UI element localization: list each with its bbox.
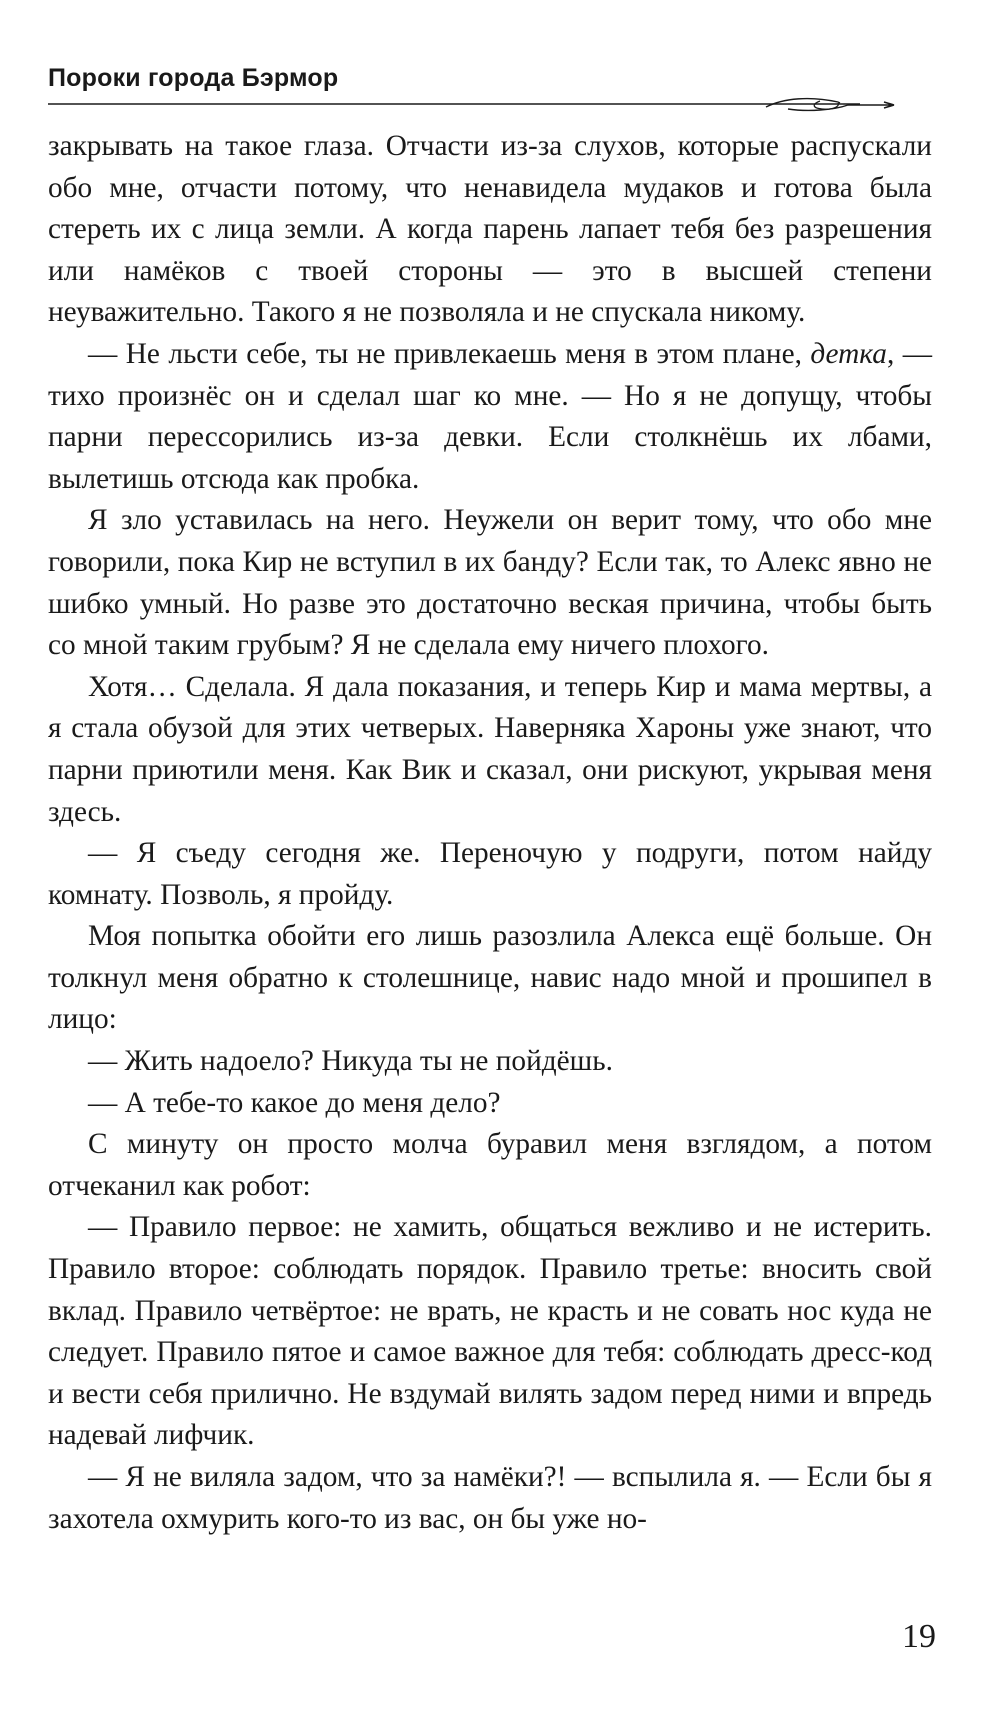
- paragraph: — Жить надоело? Никуда ты не пойдёшь.: [88, 1045, 613, 1078]
- paragraph: С минуту он просто молча буравил меня взглядом, а потом отчеканил как робот:: [48, 1128, 932, 1202]
- paragraph-text: — Не льсти себе, ты не привлекаешь меня в этом плане,: [88, 337, 811, 370]
- paragraph: — Я не виляла задом, что за намёки?! — вспылила я. — Если бы я захотела охмурить кого-то из вас, он бы уже но-: [48, 1461, 932, 1535]
- paragraph-dialogue: [48, 334, 932, 500]
- paragraph-continuation: закрывать на такое глаза. Отчасти из-за слухов, которые распускали обо мне, отчасти потому, что ненавидела мудаков и готова была стереть их с лица земли. А когда парень лапает тебя без разрешения или намёков с твоей стороны — это в высшей степени неуважительно. Такого я не позволяла и не спускала никому.: [48, 130, 932, 329]
- body-text: [48, 126, 932, 1540]
- paragraph: — А тебе-то какое до меня дело?: [88, 1086, 501, 1119]
- paragraph: — Я съеду сегодня же. Переночую у подруги, потом найду комнату. Позволь, я пройду.: [48, 837, 932, 911]
- italic-word: детка: [810, 337, 887, 370]
- running-title: Пороки города Бэрмор: [48, 64, 339, 92]
- page-number: 19: [902, 1618, 936, 1655]
- paragraph: Моя попытка обойти его лишь разозлила Алекса ещё больше. Он толкнул меня обратно к столешнице, навис надо мной и прошипел в лицо:: [48, 920, 932, 1036]
- paragraph: Я зло уставилась на него. Неужели он верит тому, что обо мне говорили, пока Кир не вступил в их банду? Если так, то Алекс явно не шибко умный. Но разве это достаточно веская причина, чтобы быть со мной таким грубым? Я не сделала ему ничего плохого.: [48, 504, 932, 662]
- header-rule-ornament: [48, 96, 934, 112]
- paragraph-text: , — тихо произнёс он и сделал шаг ко мне. — Но я не допущу, чтобы парни перессорились из-за девки. Если столкнёшь их лбами, вылетишь отсюда как пробка.: [48, 337, 932, 495]
- paragraph: — Правило первое: не хамить, общаться вежливо и не истерить. Правило второе: соблюдать порядок. Правило третье: вносить свой вклад. Правило четвёртое: не врать, не красть и не совать нос куда не следует. Правило пятое и самое важное для тебя: соблюдать дресс-код и вести себя прилично. Не вздумай вилять задом перед ними и впредь надевай лифчик.: [48, 1211, 932, 1452]
- paragraph: Хотя… Сделала. Я дала показания, и теперь Кир и мама мертвы, а я стала обузой для этих четверых. Наверняка Хароны уже знают, что парни приютили меня. Как Вик и сказал, они рискуют, укрывая меня здесь.: [48, 670, 932, 828]
- page-header: [48, 60, 934, 110]
